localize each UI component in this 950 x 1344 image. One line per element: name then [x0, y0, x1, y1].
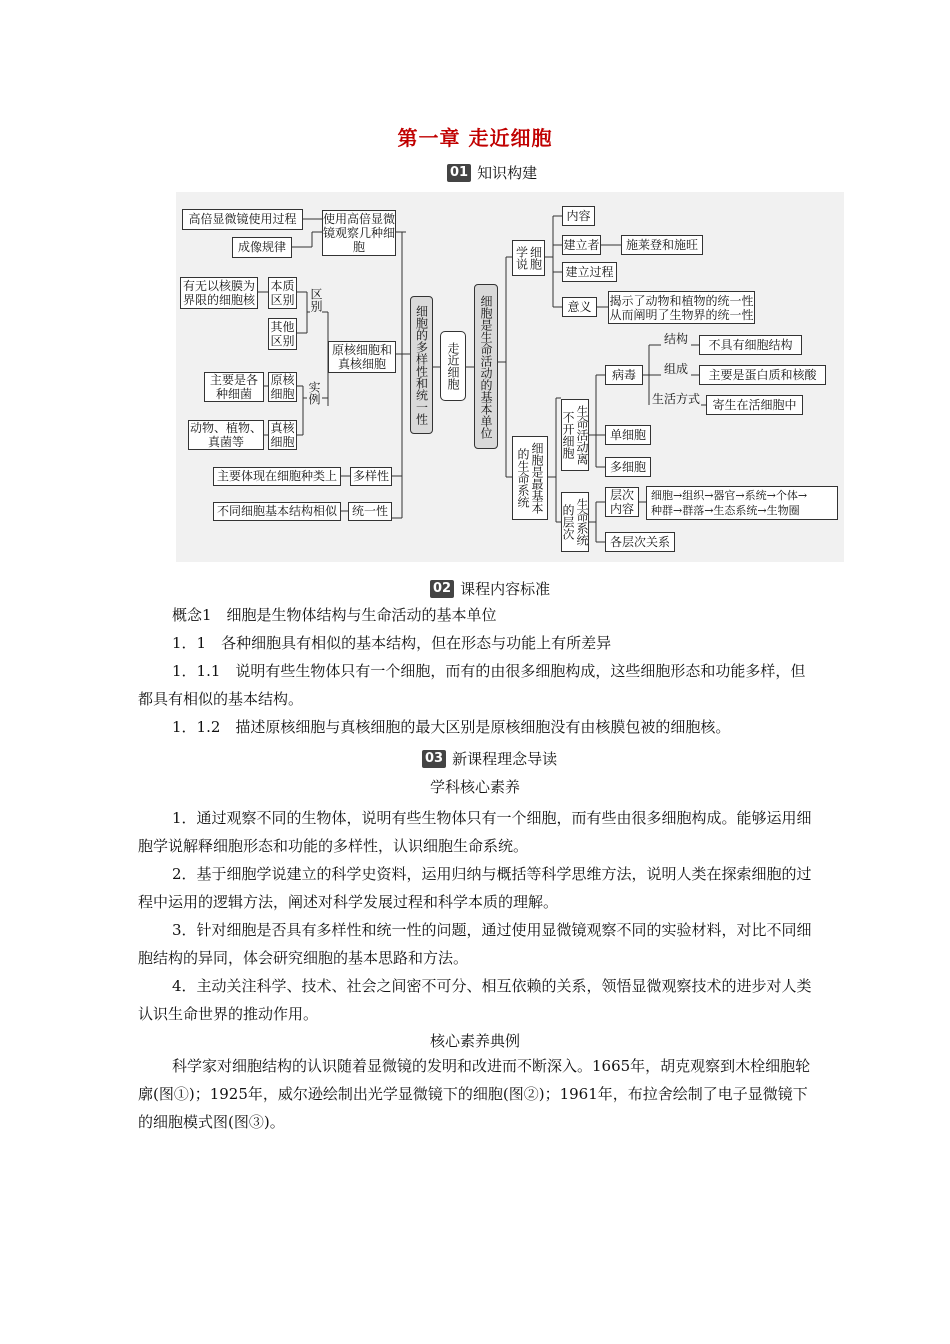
example-paragraph: 科学家对细胞结构的认识随着显微镜的发明和改进而不断深入。1665年，胡克观察到木栓细胞轮廓(图①)；1925年，威尔逊绘制出光学显微镜下的细胞(图②)；1961年，布拉舍绘制了电子显微镜下的细胞模式图(图③)。: [138, 1057, 811, 1131]
section-label: 新课程理念导读: [452, 750, 558, 768]
box-microscope-procedure: 高倍显微镜使用过程: [182, 209, 303, 230]
box-significance: 意义: [562, 297, 597, 317]
box-no-cell-structure: 不具有细胞结构: [699, 335, 802, 355]
section-label: 知识构建: [477, 164, 538, 182]
standard-1-1-2: 1．1.2 描述原核细胞与真核细胞的最大区别是原核细胞没有由核膜包被的细胞核。: [172, 718, 731, 736]
label-lifestyle: 生活方式: [652, 392, 701, 406]
significance-line-2: 从而阐明了生物界的统一性: [609, 307, 754, 322]
subheading-examples: 核心素养典例: [429, 1032, 520, 1050]
box-basic-life-system: 细胞是最基本的生命系统: [512, 436, 548, 520]
box-cell-types: 主要体现在细胞种类上: [213, 467, 341, 486]
section-number-badge: 01: [447, 164, 471, 182]
box-bacteria: 主要是各种细菌: [204, 372, 264, 402]
literacy-item-1: 1．通过观察不同的生物体，说明有些生物体只有一个细胞，而有些由很多细胞构成。能够运用细胞学说解释细胞形态和功能的多样性，认识细胞生命系统。: [138, 809, 812, 855]
section-label: 课程内容标准: [460, 580, 551, 598]
box-cell-theory: 细胞学说: [512, 240, 545, 276]
level-sequence-line-2: 种群→群落→生态系统→生物圈: [651, 504, 800, 517]
standard-1-1: 1．1 各种细胞具有相似的基本结构，但在形态与功能上有所差异: [172, 634, 612, 652]
section-heading-guide: [422, 748, 557, 769]
box-schleiden-schwann: 施莱登和施旺: [621, 235, 703, 255]
box-diversity: 多样性: [350, 467, 392, 486]
box-animals-plants: 动物、植物、真菌等: [189, 421, 262, 449]
standard-concept: 概念1 细胞是生物体结构与生命活动的基本单位: [172, 606, 497, 624]
box-significance-detail: [608, 291, 755, 324]
box-prokaryotic-cell: 原核细胞: [268, 372, 297, 402]
literacy-item-3: 3．针对细胞是否具有多样性和统一性的问题，通过使用显微镜观察不同的实验材料，对比不同细胞结构的异同，体会研究细胞的基本思路和方法。: [138, 921, 812, 967]
box-eukaryotic-cell: 真核细胞: [268, 420, 297, 450]
chapter-title: 第一章 走近细胞: [397, 126, 553, 150]
label-composition: 组成: [664, 362, 689, 376]
concept-map: [176, 192, 844, 562]
subheading-core-literacy: 学科核心素养: [429, 778, 520, 796]
box-process: 建立过程: [562, 262, 617, 282]
box-basic-unit: 细胞是生命活动的基本单位: [474, 284, 498, 449]
section-heading-knowledge: [447, 162, 537, 183]
literacy-item-4: 4．主动关注科学、技术、社会之间密不可分、相互依赖的关系，领悟显微观察技术的进步对人类认识生命世界的推动作用。: [138, 977, 812, 1023]
box-observe-cells: 使用高倍显微镜观察几种细胞: [323, 212, 396, 254]
box-life-system-levels: 生命系统的层次: [561, 492, 589, 552]
box-essential-difference: 本质区别: [268, 277, 297, 309]
box-protein-nucleic-acid: 主要是蛋白质和核酸: [699, 365, 826, 385]
box-imaging-rule: 成像规律: [232, 237, 292, 258]
section-number-badge: 02: [430, 580, 454, 598]
box-founders: 建立者: [562, 235, 601, 255]
box-similar-structure: 不同细胞基本结构相似: [213, 502, 341, 521]
standard-1-1-1: 1．1.1 说明有些生物体只有一个细胞，而有的由很多细胞构成，这些细胞形态和功能多样，但都具有相似的基本结构。: [138, 662, 806, 708]
level-sequence-line-1: 细胞→组织→器官→系统→个体→: [651, 489, 808, 502]
literacy-item-2: 2．基于细胞学说建立的科学史资料，运用归纳与概括等科学思维方法，说明人类在探索细胞的过程中运用的逻辑方法，阐述对科学发展过程和科学本质的理解。: [138, 865, 812, 911]
box-multi-cell: 多细胞: [605, 457, 651, 477]
box-virus: 病毒: [605, 365, 643, 385]
box-prokaryote-eukaryote: 原核细胞和真核细胞: [328, 341, 396, 373]
section-heading-standards: [430, 578, 550, 599]
box-single-cell: 单细胞: [605, 425, 651, 445]
significance-line-1: 揭示了动物和植物的统一性: [609, 293, 754, 308]
section-number-badge: 03: [422, 750, 446, 768]
box-unity: 统一性: [348, 502, 392, 521]
box-life-needs-cells: 生命活动离不开细胞: [561, 399, 589, 471]
box-parasitic: 寄生在活细胞中: [706, 395, 803, 415]
label-difference: 区别: [309, 288, 323, 312]
box-level-content: 层次内容: [605, 487, 639, 517]
box-approach-cell: 走近细胞: [440, 331, 466, 401]
label-examples: 实例: [307, 381, 321, 405]
box-level-relations: 各层次关系: [605, 532, 675, 552]
box-other-difference: 其他区别: [268, 318, 297, 350]
label-structure: 结构: [664, 332, 689, 346]
box-level-sequence: [646, 486, 838, 520]
box-content: 内容: [562, 206, 595, 226]
box-diversity-unity: 细胞的多样性和统一性: [410, 296, 433, 434]
box-nuclear-membrane: 有无以核膜为界限的细胞核: [180, 277, 258, 309]
